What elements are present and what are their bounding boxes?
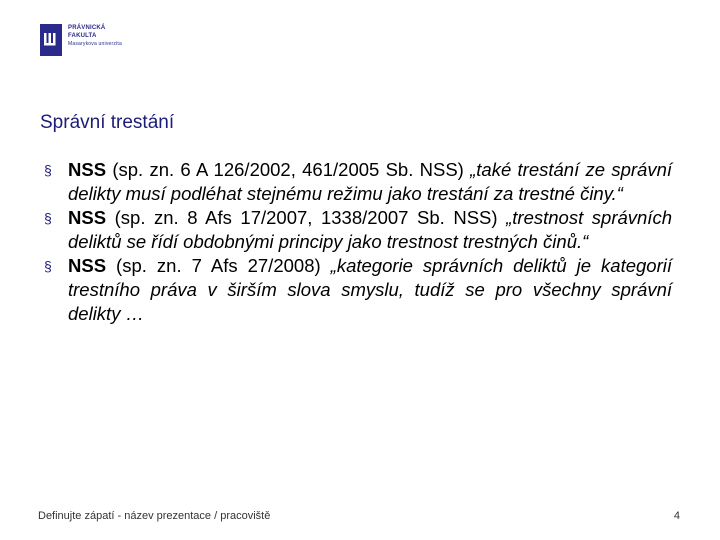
case-citation: (sp. zn. 8 Afs 17/2007, 1338/2007 Sb. NSS)	[106, 207, 507, 228]
logo-line-3: Masarykova univerzita	[68, 41, 122, 47]
faculty-logo	[40, 24, 122, 56]
bullet-item	[44, 206, 672, 254]
case-quote: „kategorie správních deliktů je kategorií trestního práva v širším slova smyslu, tudíž se pro všechny správní delikty …	[68, 255, 672, 324]
logo-mark-icon	[40, 24, 62, 56]
logo-line-1: PRÁVNICKÁ	[68, 25, 106, 31]
logo-line-2: FAKULTA	[68, 33, 97, 39]
square-bullet-icon: §	[44, 162, 52, 178]
slide-title: Správní trestání	[40, 112, 175, 133]
court-name: NSS	[68, 159, 107, 180]
bullet-list	[44, 158, 672, 326]
page-number: 4	[673, 510, 680, 522]
court-name: NSS	[68, 207, 107, 228]
square-bullet-icon: §	[44, 210, 52, 226]
case-citation: (sp. zn. 7 Afs 27/2008)	[106, 255, 331, 276]
case-citation: (sp. zn. 6 A 126/2002, 461/2005 Sb. NSS)	[106, 159, 471, 180]
court-name: NSS	[68, 255, 107, 276]
logo-text	[68, 24, 122, 49]
case-quote: „také trestání ze správní delikty musí podléhat stejnému režimu jako trestání za trestné činy.“	[68, 159, 673, 204]
bullet-item	[44, 158, 672, 206]
square-bullet-icon: §	[44, 258, 52, 274]
case-quote: „trestnost správních deliktů se řídí obdobnými principy jako trestnost trestných činů.“	[68, 207, 672, 252]
footer-text: Definujte zápatí - název prezentace / pracoviště	[38, 510, 271, 522]
bullet-item	[44, 254, 672, 326]
